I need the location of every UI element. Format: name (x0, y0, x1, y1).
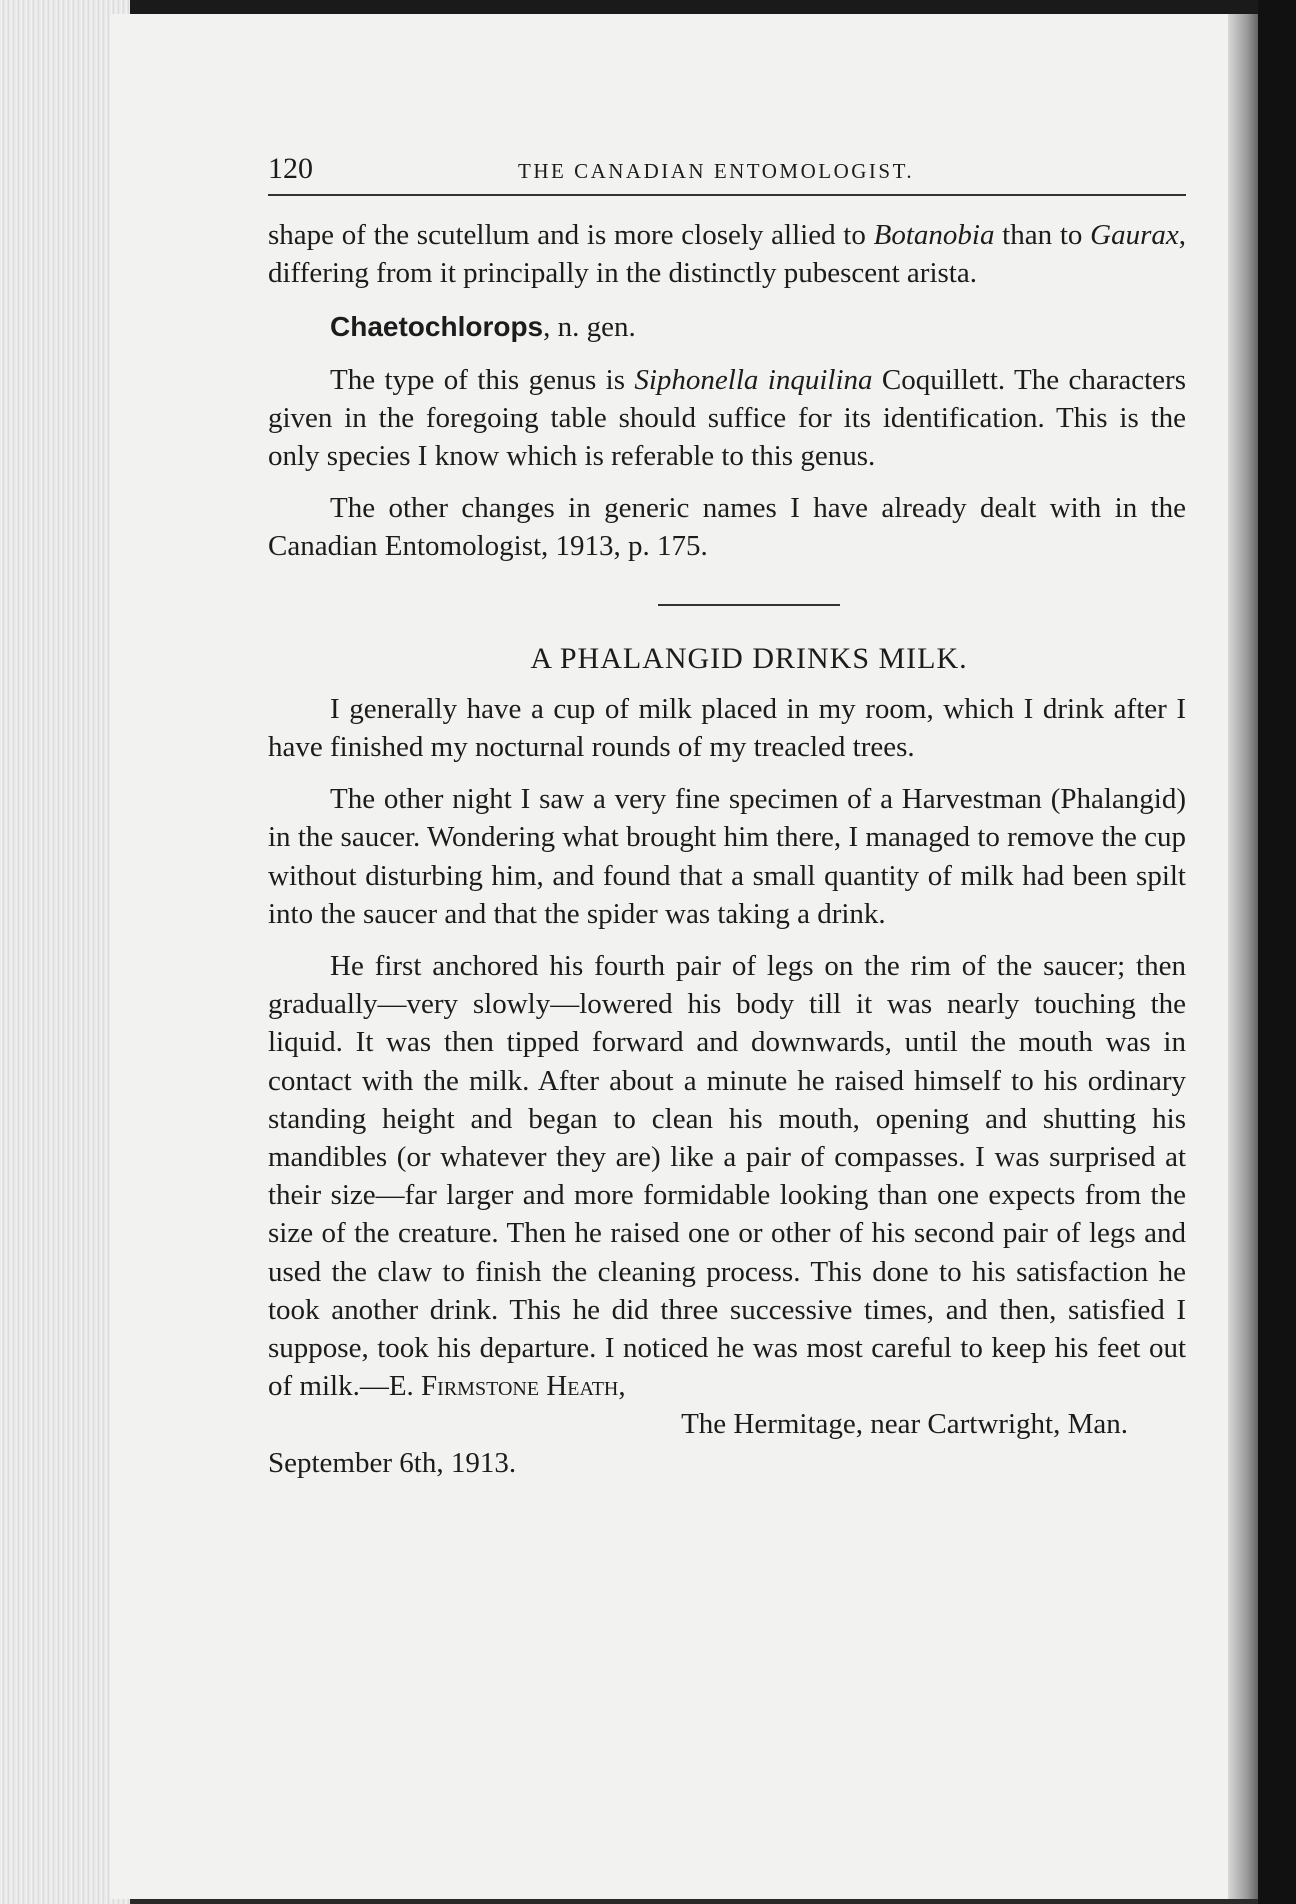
continuation-paragraph (268, 216, 1186, 292)
book-gutter-shadow (1228, 14, 1260, 1899)
scan-top-border (130, 0, 1260, 14)
article-paragraph: I generally have a cup of milk placed in my room, which I drink after I have finished my nocturnal rounds of my treacled trees. (268, 692, 1186, 764)
text-run: than to (994, 219, 1091, 251)
genus-heading (268, 308, 1186, 346)
text-run: , differing from it principally in the distinctly pubescent arista. (268, 219, 1186, 290)
scan-right-border (1258, 0, 1296, 1904)
text-run: shape of the scutellum and is more closely allied to (268, 219, 874, 251)
text-run: He first anchored his fourth pair of legs on the rim of the saucer; then gradually—very slowly—lowered his body till it was nearly touching the liquid. It was then tipped forward and downwards, until the mouth was in contact with the milk. After about a minute he raised himself to his ordinary standing height and began to clean his mouth, opening and shutting his mandibles (or whatever they are) like a pair of compasses. I was surprised at their size—far larger and more formidable looking than one expects from the size of the creature. Then he raised one or other of his second pair of legs and used the claw to finish the cleaning process. This done to his satisfaction he took another drink. This he did three successive times, and then, satisfied I suppose, took his departure. I noticed he was most careful to keep his feet out of milk.— (268, 950, 1186, 1403)
page-header (268, 150, 1186, 196)
species-italic: Siphonella inquilina (634, 363, 873, 396)
text-run: Coquillett. The characters given in the foregoing table should suffice for its identification. This is the only species I know which is referable to this genus. (268, 363, 1186, 473)
article-paragraph-last (268, 947, 1186, 1405)
text-run: The type of this genus is (330, 363, 635, 396)
article-title: A PHALANGID DRINKS MILK. (530, 641, 968, 675)
author-signature: E. Firmstone Heath, (388, 1370, 626, 1403)
article-date: September 6th, 1913. (268, 1446, 517, 1479)
author-address: The Hermitage, near Cartwright, Man. (681, 1408, 1128, 1441)
genus-italic: Gaurax (1090, 219, 1179, 251)
section-divider (658, 604, 840, 606)
page-number: 120 (268, 152, 313, 185)
closing-paragraph: The other changes in generic names I have already dealt with in the Canadian Entomologist, 1913, p. 175. (268, 492, 1186, 563)
genus-italic: Botanobia (873, 219, 995, 251)
article-paragraph: The other night I saw a very fine specimen of a Harvestman (Phalangid) in the saucer. Wondering what brought him there, I managed to remove the cup without disturbing him, and found that a small quantity of milk had been spilt into the saucer and that the spider was taking a drink. (268, 783, 1186, 930)
running-head: THE CANADIAN ENTOMOLOGIST. (518, 159, 915, 183)
type-paragraph (268, 361, 1186, 476)
genus-suffix: , n. gen. (543, 311, 636, 344)
genus-name: Chaetochlorops (330, 311, 544, 343)
page-content (268, 150, 1186, 1482)
